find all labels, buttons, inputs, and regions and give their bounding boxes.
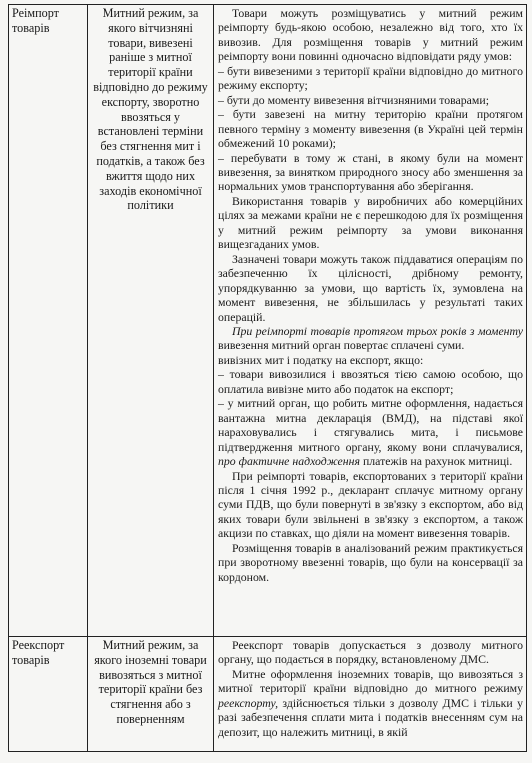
- regime-description: Митний режим, за якого вітчизняні товари, вивезені раніше з митної території країни відповідно до режиму експорту, зворотно ввозяться у встановлені терміни без стягнення мит і податків, а також без вжиття щодо них заходів економічної політики: [93, 6, 208, 213]
- paragraph: Зазначені товари можуть також піддаватися операціям по забезпеченню їх цілісності, дрібному ремонту, упорядкуванню за умови, що вартість їх, зумовлена на момент вивезення, не збільшилась у результаті таких операцій.: [218, 251, 523, 324]
- regime-name: Реімпорт товарів: [12, 6, 60, 35]
- bullet-item: [218, 396, 523, 468]
- regime-name: Реекспорт товарів: [12, 638, 65, 667]
- regime-description-cell: [88, 637, 214, 752]
- paragraph: вивізних мит і податку на експорт, якщо:: [218, 352, 424, 367]
- paragraph-text: здійснюється тільки з дозволу ДМС і тільки у разі забезпечення сплати мита і податків внесенням сум на депозит, що належить митниці, в якій: [218, 695, 523, 739]
- table-row-reexport: [9, 637, 527, 752]
- paragraph: Реекспорт товарів допускається з дозволу митного органу, що подається в порядку, встановленому ДМС.: [218, 638, 523, 667]
- bullet-item: – бути вивезеними з території країни відповідно до митного режиму експорту;: [218, 63, 523, 93]
- paragraph: Товари можуть розміщуватись у митний режим реімпорту будь-якою особою, незалежно від того, хто їх вивозив. Для розміщення товарів у митний режим реімпорту вони повинні одночасно відповідати ряду умов:: [218, 6, 523, 64]
- regime-name-cell: [9, 637, 88, 752]
- italic-text: реекспорту,: [218, 695, 279, 710]
- regime-content-cell: [214, 5, 527, 637]
- paragraph: При реімпорті товарів, експортованих з території країни після 1 січня 1992 р., декларант сплачує митному органу суми ПДВ, що були повернуті в зв'язку з експортом, або від яких товари були звільнені в зв'язку з експортом, а також акцизи по ставках, що діяли на момент вивезення товарів.: [218, 468, 523, 541]
- paragraph-text: платежів на рахунок митниці.: [362, 454, 513, 469]
- document-page: [8, 4, 526, 760]
- paragraph-text: – у митний орган, що робить митне оформлення, надається вантажна митна декларація (ВМД), на підставі якої нараховувались і стягувались мита, і письмове підтвердження митного органу, якому вони сплачувалися,: [218, 396, 523, 454]
- bullet-item: – товари вивозилися і ввозяться тією самою особою, що оплатила вивізне мито або податок на експорт;: [218, 367, 523, 396]
- bullet-item: – перебувати в тому ж стані, в якому були на момент вивезення, за винятком природного зносу або зменшення за нормальних умов транспортування або зберігання.: [218, 150, 523, 194]
- paragraph: Використання товарів у виробничих або комерційних цілях за межами країни не є перешкодою для їх розміщення у митний режим реімпорту за умови виконання вищезгаданих умов.: [218, 193, 523, 252]
- regime-description: Митний режим, за якого іноземні товари вивозяться з митної території країни без стягнення або з поверненням: [94, 638, 207, 726]
- bullet-item: – бути до моменту вивезення вітчизняними товарами;: [218, 92, 489, 107]
- paragraph-text: Митне оформлення іноземних товарів, що вивозяться з митної території країни відповідно до митного режиму: [218, 666, 523, 696]
- paragraph: [218, 667, 523, 739]
- paragraph: [218, 324, 523, 353]
- regime-description-cell: [88, 5, 214, 637]
- bullet-item: – бути завезені на митну територію країни протягом певного терміну з моменту вивезення (в Україні цей термін обмежений 10 роками);: [218, 107, 523, 151]
- paragraph-text: вивезення митний орган повертає сплачені суми.: [218, 338, 465, 353]
- italic-text: про фактичне надходження: [218, 454, 360, 469]
- customs-regimes-table: [8, 4, 527, 752]
- italic-text: При реімпорті товарів протягом трьох років з моменту: [232, 323, 523, 338]
- regime-name-cell: [9, 5, 88, 637]
- regime-content-cell: [214, 637, 527, 752]
- table-row-reimport: [9, 5, 527, 637]
- paragraph: Розміщення товарів в аналізований режим практикується при зворотному ввезенні товарів, що були на консервації за кордоном.: [218, 540, 523, 584]
